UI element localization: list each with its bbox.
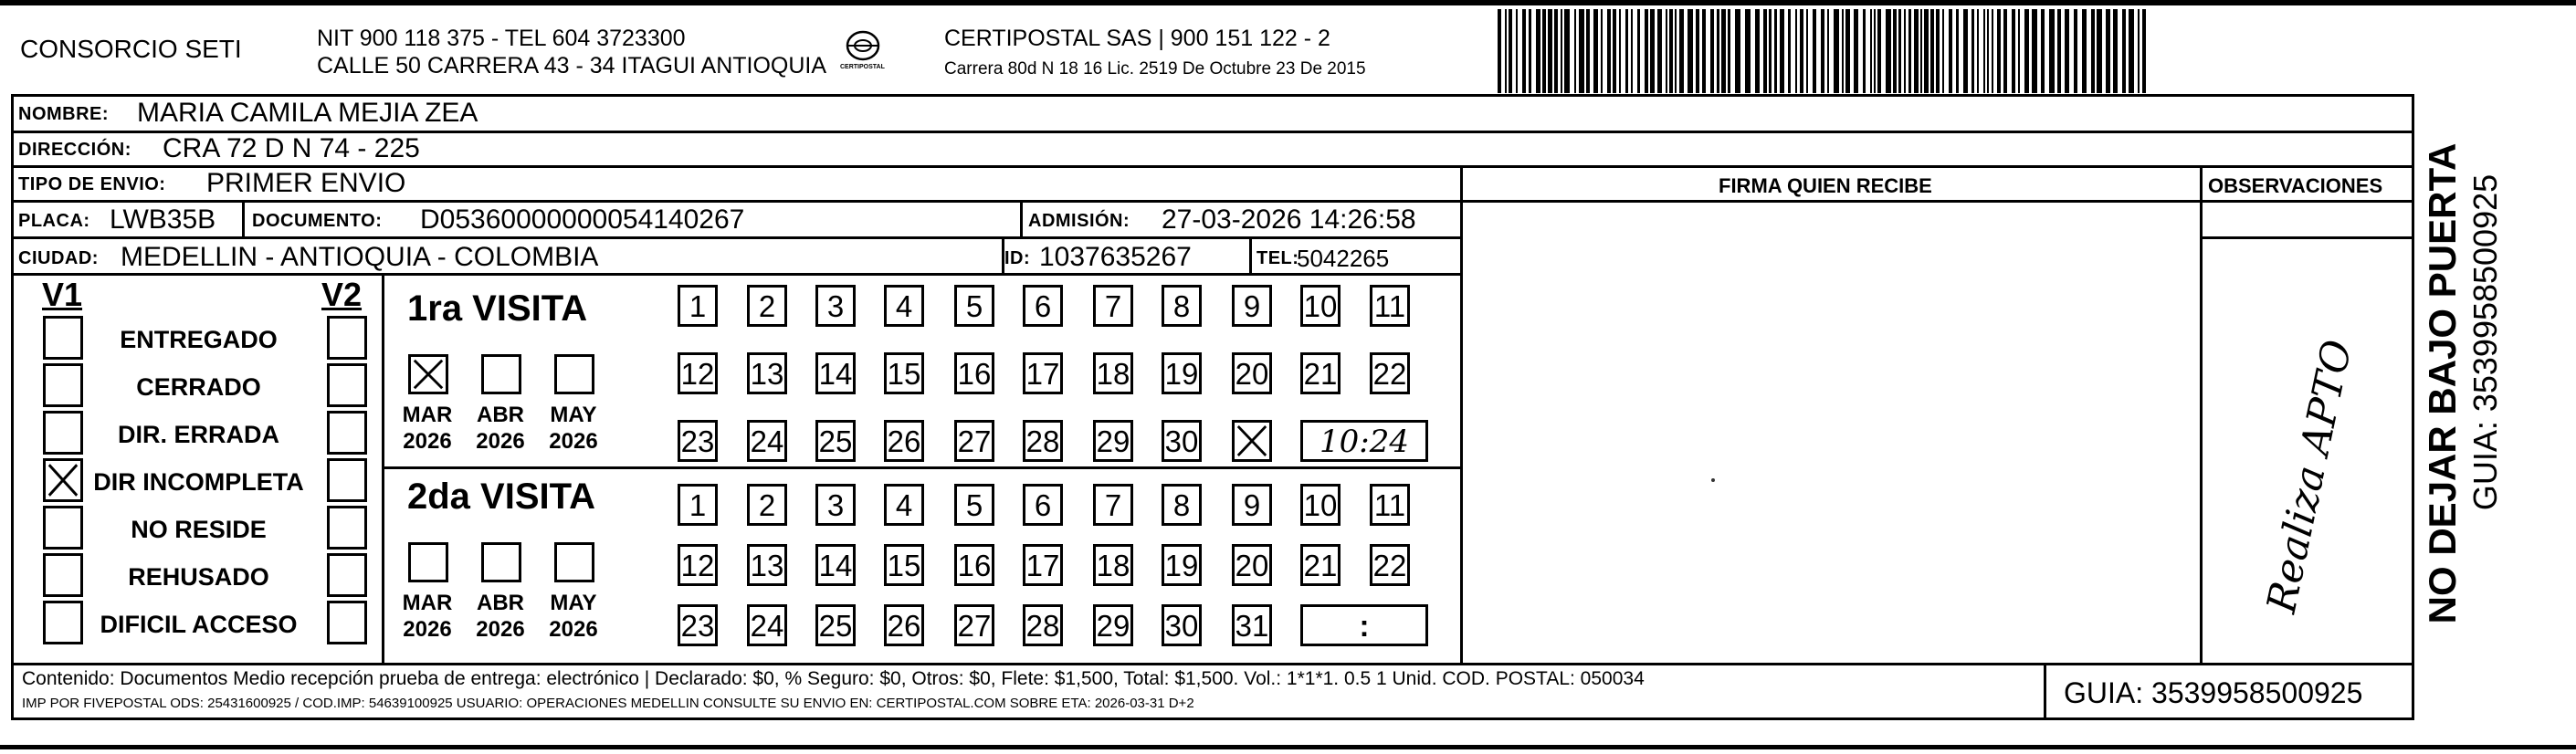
- ciudad-value: MEDELLIN - ANTIOQUIA - COLOMBIA: [121, 242, 599, 272]
- visit2-day-box[interactable]: 19: [1162, 544, 1202, 586]
- observaciones-header: OBSERVACIONES: [2208, 174, 2383, 197]
- visit2-title: 2da VISITA: [407, 476, 595, 517]
- visit1-day31-marked[interactable]: [1232, 420, 1272, 462]
- visit2-day-box[interactable]: 5: [954, 484, 994, 526]
- visit1-day-box[interactable]: 1: [678, 285, 718, 327]
- bottom-edge-line: [0, 745, 2576, 749]
- visit2-day-box[interactable]: 1: [678, 484, 718, 526]
- tel-label: TEL:: [1256, 248, 1299, 268]
- visit2-day-box[interactable]: 31: [1232, 604, 1272, 646]
- form-bottom-line: [11, 717, 2414, 720]
- id-value: 1037635267: [1039, 242, 1192, 272]
- visit1-day-box[interactable]: 19: [1162, 352, 1202, 394]
- visit2-day-box[interactable]: 7: [1093, 484, 1133, 526]
- visit2-month-checkbox[interactable]: [554, 542, 594, 582]
- visit1-day-box[interactable]: 28: [1023, 420, 1063, 462]
- visit2-day-box[interactable]: 15: [884, 544, 924, 586]
- status-label: NO RESIDE: [131, 516, 267, 543]
- id-label: ID:: [1004, 248, 1031, 268]
- nombre-value: MARIA CAMILA MEJIA ZEA: [137, 98, 478, 128]
- visit1-year-label: 2026: [476, 429, 525, 454]
- row-line: [11, 200, 2414, 203]
- status-label: REHUSADO: [128, 563, 269, 591]
- nombre-label: NOMBRE:: [18, 104, 110, 124]
- v2-label: V2: [321, 276, 363, 313]
- visit1-day-box[interactable]: 24: [747, 420, 787, 462]
- visit2-day-box[interactable]: 26: [884, 604, 924, 646]
- visit1-day-box[interactable]: 7: [1093, 285, 1133, 327]
- tipo-value: PRIMER ENVIO: [206, 168, 406, 198]
- visit1-day-box[interactable]: 27: [954, 420, 994, 462]
- visit2-day-box[interactable]: 27: [954, 604, 994, 646]
- visit1-month-label: ABR: [477, 403, 524, 427]
- visit1-day-box[interactable]: 18: [1093, 352, 1133, 394]
- visit2-day-box[interactable]: 16: [954, 544, 994, 586]
- tipo-label: TIPO DE ENVIO:: [18, 174, 166, 194]
- visit2-year-label: 2026: [476, 617, 525, 642]
- col-divider: [2200, 165, 2203, 665]
- placa-label: PLACA:: [18, 211, 90, 231]
- visit2-day-box[interactable]: 3: [815, 484, 856, 526]
- v1-label: V1: [42, 276, 83, 313]
- visit1-month-label: MAR: [402, 403, 453, 427]
- visit1-day-box[interactable]: 12: [678, 352, 718, 394]
- visit2-day-box[interactable]: 21: [1300, 544, 1341, 586]
- visit2-day-box[interactable]: 11: [1370, 484, 1410, 526]
- col-divider: [1249, 238, 1252, 275]
- row-line: [2200, 236, 2414, 239]
- tel-value: 5042265: [1297, 245, 1390, 272]
- visit1-day-box[interactable]: 30: [1162, 420, 1202, 462]
- visit2-year-label: 2026: [403, 617, 452, 642]
- visit1-day-box[interactable]: 29: [1093, 420, 1133, 462]
- visit2-day-box[interactable]: 14: [815, 544, 856, 586]
- visit2-day-box[interactable]: 17: [1023, 544, 1063, 586]
- visit2-day-box[interactable]: 18: [1093, 544, 1133, 586]
- form-top-line: [11, 94, 2414, 97]
- form-right-line: [2412, 94, 2414, 719]
- status-label: ENTREGADO: [120, 326, 278, 353]
- col-divider: [1020, 202, 1023, 238]
- direccion-value: CRA 72 D N 74 - 225: [163, 133, 420, 163]
- certipostal-logo: [836, 26, 889, 80]
- visit2-time-box[interactable]: :: [1300, 604, 1428, 646]
- visit2-day-box[interactable]: 13: [747, 544, 787, 586]
- visit1-day-box[interactable]: 15: [884, 352, 924, 394]
- visit1-month-checkbox[interactable]: [554, 354, 594, 394]
- barcode: [1498, 9, 2155, 93]
- status-label: DIR. ERRADA: [117, 421, 279, 448]
- visit2-day-box[interactable]: 2: [747, 484, 787, 526]
- documento-value: D05360000000054140267: [420, 204, 745, 235]
- top-edge-line: [0, 0, 2576, 5]
- firma-header: FIRMA QUIEN RECIBE: [1719, 174, 1932, 197]
- visit1-day-box[interactable]: 21: [1300, 352, 1341, 394]
- visit2-day-box[interactable]: 24: [747, 604, 787, 646]
- visit1-day-box[interactable]: 16: [954, 352, 994, 394]
- visit1-day-box[interactable]: 11: [1370, 285, 1410, 327]
- visit1-day-box[interactable]: 8: [1162, 285, 1202, 327]
- visit1-day-box[interactable]: 14: [815, 352, 856, 394]
- ciudad-label: CIUDAD:: [18, 248, 99, 268]
- visit1-day-box[interactable]: 2: [747, 285, 787, 327]
- footer-contenido: Contenido: Documentos Medio recepción prueba de entrega: electrónico | Declarado: $0, % Seguro: $0, Otros: $0, Flete: $1,500, Total: $1,500. Vol.: 1*1*1. 0.5 1 Unid. COD. POSTAL: 050034: [22, 668, 1645, 689]
- visit1-day-box[interactable]: 5: [954, 285, 994, 327]
- visit1-day-box[interactable]: 20: [1232, 352, 1272, 394]
- visit2-day-box[interactable]: 8: [1162, 484, 1202, 526]
- visit2-month-label: MAR: [402, 591, 453, 615]
- footer-guia: GUIA: 3539958500925: [2064, 676, 2363, 709]
- status-label: CERRADO: [136, 373, 261, 401]
- visit1-month-checkbox[interactable]: [481, 354, 521, 394]
- visit2-day-box[interactable]: 9: [1232, 484, 1272, 526]
- visit2-day-box[interactable]: 29: [1093, 604, 1133, 646]
- visit1-year-label: 2026: [403, 429, 452, 454]
- visit2-day-box[interactable]: 10: [1300, 484, 1341, 526]
- documento-label: DOCUMENTO:: [252, 211, 383, 231]
- admision-label: ADMISIÓN:: [1028, 211, 1130, 231]
- visit2-day-box[interactable]: 25: [815, 604, 856, 646]
- address-line: CALLE 50 CARRERA 43 - 34 ITAGUI ANTIOQUIA: [317, 53, 827, 79]
- visit2-month-checkbox[interactable]: [408, 542, 448, 582]
- admision-value: 27-03-2026 14:26:58: [1162, 204, 1416, 235]
- footer-imp-line: IMP POR FIVEPOSTAL ODS: 25431600925 / COD.IMP: 54639100925 USUARIO: OPERACIONES MEDELLIN CONSULTE SU ENVIO EN: CERTIPOSTAL.COM SOBRE ETA: 2026-03-31 D+2: [22, 696, 1194, 711]
- visit1-day-box[interactable]: 10: [1300, 285, 1341, 327]
- visit-divider: [382, 466, 1462, 469]
- col-divider: [1460, 165, 1463, 665]
- nit-line: NIT 900 118 375 - TEL 604 3723300: [317, 26, 686, 51]
- placa-value: LWB35B: [110, 204, 216, 235]
- visit1-day-box[interactable]: 6: [1023, 285, 1063, 327]
- row-line: [11, 236, 1462, 239]
- visit2-day-box[interactable]: 28: [1023, 604, 1063, 646]
- company-name: CONSORCIO SETI: [20, 35, 242, 63]
- visit2-month-checkbox[interactable]: [481, 542, 521, 582]
- visit1-day-box[interactable]: 9: [1232, 285, 1272, 327]
- visit2-year-label: 2026: [549, 617, 598, 642]
- visit1-day-box[interactable]: 25: [815, 420, 856, 462]
- col-divider: [242, 202, 245, 238]
- visit1-day-box[interactable]: 22: [1370, 352, 1410, 394]
- visit1-title: 1ra VISITA: [407, 288, 588, 329]
- certipostal-line: CERTIPOSTAL SAS | 900 151 122 - 2: [944, 26, 1330, 51]
- visit1-month-label: MAY: [550, 403, 597, 427]
- visit1-day-box[interactable]: 13: [747, 352, 787, 394]
- visit1-day-box[interactable]: 26: [884, 420, 924, 462]
- visit1-time-box[interactable]: 10:24: [1300, 420, 1428, 462]
- visit2-day-box[interactable]: 12: [678, 544, 718, 586]
- status-label: DIFICIL ACCESO: [100, 611, 298, 638]
- col-divider: [2044, 663, 2046, 719]
- visit2-month-label: ABR: [477, 591, 524, 615]
- visit1-day-box[interactable]: 4: [884, 285, 924, 327]
- visit1-month-checkbox[interactable]: [408, 354, 448, 394]
- visit2-day-box[interactable]: 23: [678, 604, 718, 646]
- visit1-day-box[interactable]: 3: [815, 285, 856, 327]
- signature-dot: [1711, 478, 1715, 482]
- license-line: Carrera 80d N 18 16 Lic. 2519 De Octubre 23 De 2015: [944, 59, 1366, 79]
- visit2-day-box[interactable]: 22: [1370, 544, 1410, 586]
- logo-text: CERTIPOSTAL: [840, 64, 885, 70]
- observaciones-handwriting: Realiza APTO: [2257, 336, 2362, 617]
- visit2-day-box[interactable]: 20: [1232, 544, 1272, 586]
- visit1-day-box[interactable]: 17: [1023, 352, 1063, 394]
- status-label: DIR INCOMPLETA: [93, 468, 304, 496]
- side-warning: NO DEJAR BAJO PUERTA: [2421, 142, 2464, 624]
- direccion-label: DIRECCIÓN:: [18, 140, 131, 160]
- visit2-day-box[interactable]: 30: [1162, 604, 1202, 646]
- visit2-day-box[interactable]: 4: [884, 484, 924, 526]
- visit2-month-label: MAY: [550, 591, 597, 615]
- visit2-day-box[interactable]: 6: [1023, 484, 1063, 526]
- row-line: [11, 663, 2414, 665]
- visit1-day-box[interactable]: 23: [678, 420, 718, 462]
- visit1-year-label: 2026: [549, 429, 598, 454]
- side-guia: GUIA: 3539958500925: [2466, 173, 2504, 511]
- row-line: [11, 273, 1462, 276]
